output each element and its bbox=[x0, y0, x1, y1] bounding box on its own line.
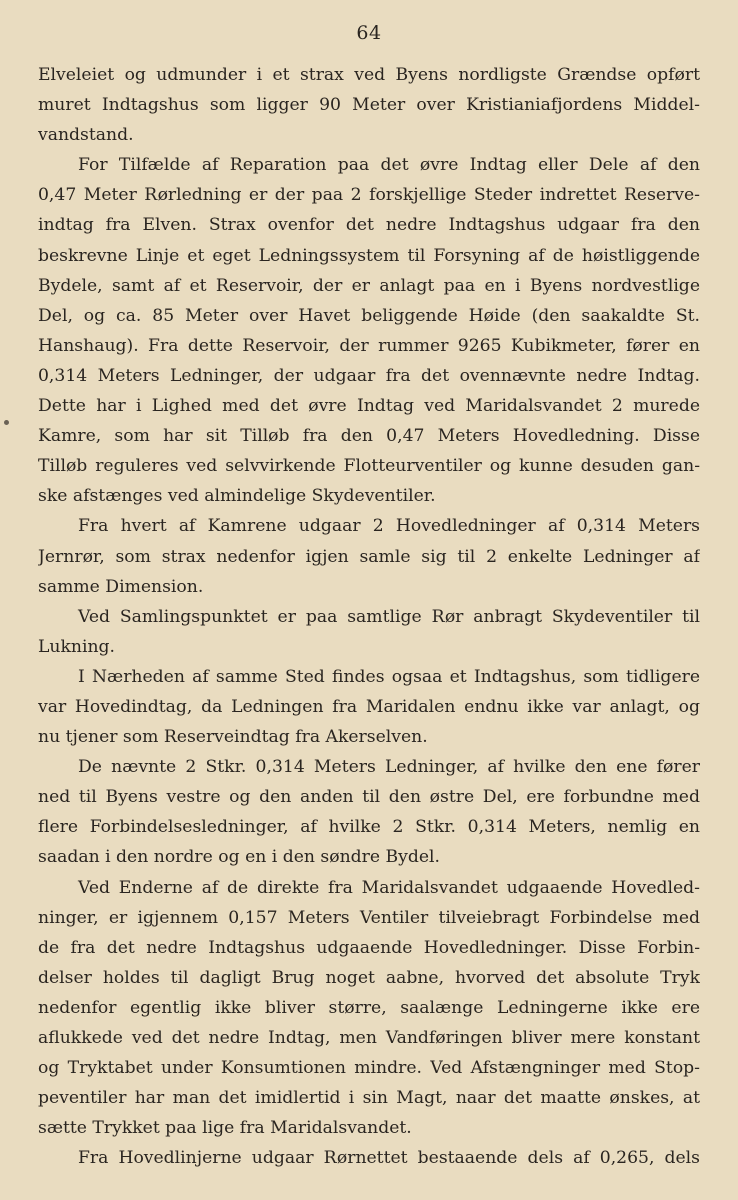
text-line: Fra Hovedlinjerne udgaar Rørnettet bestaaende dels af 0,265, dels bbox=[78, 1148, 700, 1169]
text-line: ske afstænges ved almindelige Skydeventiler. bbox=[38, 486, 436, 507]
text-line: saadan i den nordre og en i den søndre Bydel. bbox=[38, 847, 441, 868]
text-line: Hanshaug). Fra dette Reservoir, der rummer 9265 Kubikmeter, fører en bbox=[38, 335, 700, 356]
text-line: samme Dimension. bbox=[38, 576, 204, 597]
text-line: nedenfor egentlig ikke bliver større, saalænge Ledningerne ikke ere bbox=[38, 997, 700, 1018]
text-line: Jernrør, som strax nedenfor igjen samle sig til 2 enkelte Ledninger af bbox=[38, 546, 700, 567]
text-line: I Nærheden af samme Sted findes ogsaa et Indtagshus, som tidligere bbox=[78, 666, 700, 687]
text-line: nu tjener som Reserveindtag fra Akerselven. bbox=[38, 727, 428, 748]
text-line: beskrevne Linje et eget Ledningssystem til Forsyning af de høistliggende bbox=[38, 245, 700, 266]
text-line: sætte Trykket paa lige fra Maridalsvandet. bbox=[38, 1118, 412, 1139]
text-line: muret Indtagshus som ligger 90 Meter over Kristianiafjordens Middel- bbox=[38, 95, 700, 116]
text-line: Ved Enderne af de direkte fra Maridalsvandet udgaaende Hovedled- bbox=[78, 877, 700, 898]
text-line: Ved Samlingspunktet er paa samtlige Rør anbragt Skydeventiler til bbox=[78, 606, 700, 627]
text-line: Kamre, som har sit Tilløb fra den 0,47 Meters Hovedledning. Disse bbox=[38, 426, 700, 447]
text-line: var Hovedindtag, da Ledningen fra Maridalen endnu ikke var anlagt, og bbox=[38, 696, 700, 717]
text-line: Fra hvert af Kamrene udgaar 2 Hovedledninger af 0,314 Meters bbox=[78, 516, 700, 537]
text-line: Lukning. bbox=[38, 636, 115, 657]
text-line: Tilløb reguleres ved selvvirkende Flottеurventiler og kunne desuden gan- bbox=[38, 456, 700, 477]
text-line: Del, og ca. 85 Meter over Havet beliggende Høide (den saakaldte St. bbox=[38, 305, 700, 326]
text-line: De nævnte 2 Stkr. 0,314 Meters Ledninger, af hvilke den ene fører bbox=[78, 757, 700, 778]
text-line: delser holdes til dagligt Brug noget aabne, hvorved det absolute Tryk bbox=[38, 967, 700, 988]
text-line: og Tryktabet under Konsumtionen mindre. Ved Afstængninger med Stop- bbox=[38, 1058, 700, 1079]
text-line: vandstand. bbox=[38, 125, 134, 146]
text-line: Dette har i Lighed med det øvre Indtag ved Maridalsvandet 2 murede bbox=[38, 396, 700, 417]
text-line: 0,47 Meter Rørledning er der paa 2 forskjellige Steder indrettet Reserve- bbox=[38, 185, 700, 206]
text-line: aflukkede ved det nedre Indtag, men Vandføringen bliver mere konstant bbox=[38, 1028, 700, 1048]
text-line: For Tilfælde af Reparation paa det øvre Indtag eller Dele af den bbox=[78, 155, 700, 176]
text-line: Elveleiet og udmunder i et strax ved Byens nordligste Grændse opført bbox=[38, 65, 700, 85]
text-line: Bydele, samt af et Reservoir, der er anlagt paa en i Byens nordvestlige bbox=[38, 275, 700, 296]
text-line: indtag fra Elven. Strax ovenfor det nedre Indtagshus udgaar fra den bbox=[38, 215, 700, 236]
text-line: peventiler har man det imidlertid i sin Magt, naar det maatte ønskes, at bbox=[38, 1088, 700, 1109]
ink-speck bbox=[4, 420, 9, 425]
page-body-text bbox=[38, 60, 700, 1173]
text-line: 0,314 Meters Ledninger, der udgaar fra det ovennævnte nedre Indtag. bbox=[38, 365, 700, 386]
text-line: flere Forbindelsesledninger, af hvilke 2 Stkr. 0,314 Meters, nemlig en bbox=[38, 817, 700, 838]
text-line: de fra det nedre Indtagshus udgaaende Hovedledninger. Disse Forbin- bbox=[38, 937, 700, 958]
text-line: ninger, er igjennem 0,157 Meters Ventiler tilveiebragt Forbindelse med bbox=[38, 907, 700, 928]
text-line: ned til Byens vestre og den anden til den østre Del, ere forbundne med bbox=[38, 787, 700, 808]
page-number: 64 bbox=[356, 22, 382, 44]
